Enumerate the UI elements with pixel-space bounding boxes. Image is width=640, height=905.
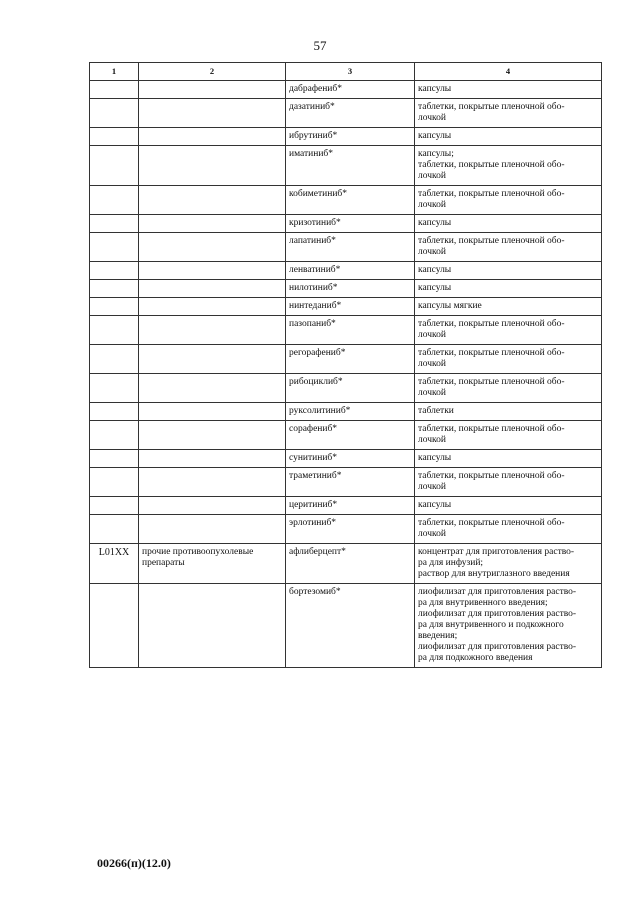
cell-group-name: прочие противоопухолевые препараты xyxy=(139,544,286,584)
cell-atc-code xyxy=(90,515,139,544)
cell-drug-name: иматиниб* xyxy=(286,146,415,186)
cell-group-name xyxy=(139,280,286,298)
cell-dosage-form: капсулы; таблетки, покрытые пленочной обо- лочкой xyxy=(415,146,602,186)
cell-atc-code xyxy=(90,403,139,421)
cell-drug-name: сунитиниб* xyxy=(286,450,415,468)
cell-dosage-form: капсулы xyxy=(415,262,602,280)
cell-group-name xyxy=(139,450,286,468)
cell-drug-name: пазопаниб* xyxy=(286,316,415,345)
cell-dosage-form: таблетки, покрытые пленочной обо- лочкой xyxy=(415,99,602,128)
cell-dosage-form: капсулы xyxy=(415,497,602,515)
cell-atc-code xyxy=(90,186,139,215)
table-row xyxy=(90,81,602,99)
table-row xyxy=(90,280,602,298)
cell-dosage-form: капсулы xyxy=(415,280,602,298)
medication-table xyxy=(89,62,602,668)
cell-group-name xyxy=(139,215,286,233)
cell-dosage-form: капсулы мягкие xyxy=(415,298,602,316)
table-row xyxy=(90,186,602,215)
cell-group-name xyxy=(139,316,286,345)
cell-dosage-form: таблетки, покрытые пленочной обо- лочкой xyxy=(415,374,602,403)
column-header-3: 3 xyxy=(286,63,415,81)
cell-drug-name: кризотиниб* xyxy=(286,215,415,233)
table-row xyxy=(90,497,602,515)
cell-drug-name: дабрафениб* xyxy=(286,81,415,99)
cell-atc-code xyxy=(90,215,139,233)
cell-group-name xyxy=(139,374,286,403)
cell-drug-name: траметиниб* xyxy=(286,468,415,497)
cell-group-name xyxy=(139,186,286,215)
cell-drug-name: кобиметиниб* xyxy=(286,186,415,215)
cell-drug-name: ленватиниб* xyxy=(286,262,415,280)
cell-atc-code xyxy=(90,450,139,468)
cell-drug-name: бортезомиб* xyxy=(286,584,415,668)
cell-atc-code xyxy=(90,280,139,298)
cell-drug-name: нинтеданиб* xyxy=(286,298,415,316)
table-row xyxy=(90,345,602,374)
cell-dosage-form: таблетки, покрытые пленочной обо- лочкой xyxy=(415,515,602,544)
cell-dosage-form: капсулы xyxy=(415,128,602,146)
cell-atc-code xyxy=(90,128,139,146)
table-body xyxy=(90,81,602,668)
cell-group-name xyxy=(139,298,286,316)
cell-dosage-form: таблетки, покрытые пленочной обо- лочкой xyxy=(415,345,602,374)
page-number: 57 xyxy=(313,38,327,53)
table-row xyxy=(90,99,602,128)
cell-drug-name: ибрутиниб* xyxy=(286,128,415,146)
cell-dosage-form: концентрат для приготовления раство- ра для инфузий; раствор для внутриглазного введения xyxy=(415,544,602,584)
table-row xyxy=(90,233,602,262)
cell-atc-code xyxy=(90,316,139,345)
table-row xyxy=(90,128,602,146)
table-row xyxy=(90,403,602,421)
cell-atc-code xyxy=(90,233,139,262)
table-row xyxy=(90,215,602,233)
cell-dosage-form: таблетки, покрытые пленочной обо- лочкой xyxy=(415,186,602,215)
table-row xyxy=(90,584,602,668)
table-row xyxy=(90,146,602,186)
cell-group-name xyxy=(139,262,286,280)
table-row xyxy=(90,544,602,584)
cell-dosage-form: капсулы xyxy=(415,450,602,468)
cell-atc-code xyxy=(90,421,139,450)
document-code: 00266(п)(12.0) xyxy=(97,856,171,870)
cell-group-name xyxy=(139,403,286,421)
table-row xyxy=(90,298,602,316)
cell-dosage-form: капсулы xyxy=(415,81,602,99)
cell-drug-name: лапатиниб* xyxy=(286,233,415,262)
cell-drug-name: руксолитиниб* xyxy=(286,403,415,421)
cell-group-name xyxy=(139,128,286,146)
cell-atc-code xyxy=(90,298,139,316)
cell-drug-name: эрлотиниб* xyxy=(286,515,415,544)
cell-group-name xyxy=(139,146,286,186)
column-header-2: 2 xyxy=(139,63,286,81)
cell-group-name xyxy=(139,497,286,515)
cell-atc-code xyxy=(90,584,139,668)
table-row xyxy=(90,316,602,345)
cell-group-name xyxy=(139,584,286,668)
cell-drug-name: дазатиниб* xyxy=(286,99,415,128)
cell-group-name xyxy=(139,233,286,262)
cell-atc-code xyxy=(90,81,139,99)
cell-dosage-form: лиофилизат для приготовления раство- ра для внутривенного введения; лиофилизат для приготовления раство- ра для внутривенного и подкожного введения; лиофилизат для приготовления раство- ра для подкожного введения xyxy=(415,584,602,668)
table-header-row xyxy=(90,63,602,81)
cell-drug-name: сорафениб* xyxy=(286,421,415,450)
column-header-1: 1 xyxy=(90,63,139,81)
cell-drug-name: регорафениб* xyxy=(286,345,415,374)
cell-dosage-form: таблетки xyxy=(415,403,602,421)
cell-atc-code xyxy=(90,468,139,497)
cell-group-name xyxy=(139,345,286,374)
cell-drug-name: рибоциклиб* xyxy=(286,374,415,403)
cell-drug-name: афлиберцепт* xyxy=(286,544,415,584)
table-row xyxy=(90,262,602,280)
table-row xyxy=(90,421,602,450)
table-row xyxy=(90,468,602,497)
cell-atc-code xyxy=(90,99,139,128)
cell-dosage-form: капсулы xyxy=(415,215,602,233)
cell-atc-code xyxy=(90,146,139,186)
cell-group-name xyxy=(139,99,286,128)
cell-atc-code xyxy=(90,497,139,515)
cell-atc-code: L01XX xyxy=(90,544,139,584)
cell-dosage-form: таблетки, покрытые пленочной обо- лочкой xyxy=(415,468,602,497)
cell-group-name xyxy=(139,515,286,544)
cell-dosage-form: таблетки, покрытые пленочной обо- лочкой xyxy=(415,233,602,262)
cell-atc-code xyxy=(90,345,139,374)
table-row xyxy=(90,374,602,403)
cell-drug-name: церитиниб* xyxy=(286,497,415,515)
cell-dosage-form: таблетки, покрытые пленочной обо- лочкой xyxy=(415,316,602,345)
column-header-4: 4 xyxy=(415,63,602,81)
table-row xyxy=(90,450,602,468)
cell-group-name xyxy=(139,421,286,450)
cell-atc-code xyxy=(90,262,139,280)
cell-group-name xyxy=(139,468,286,497)
cell-group-name xyxy=(139,81,286,99)
cell-dosage-form: таблетки, покрытые пленочной обо- лочкой xyxy=(415,421,602,450)
cell-drug-name: нилотиниб* xyxy=(286,280,415,298)
table-row xyxy=(90,515,602,544)
cell-atc-code xyxy=(90,374,139,403)
